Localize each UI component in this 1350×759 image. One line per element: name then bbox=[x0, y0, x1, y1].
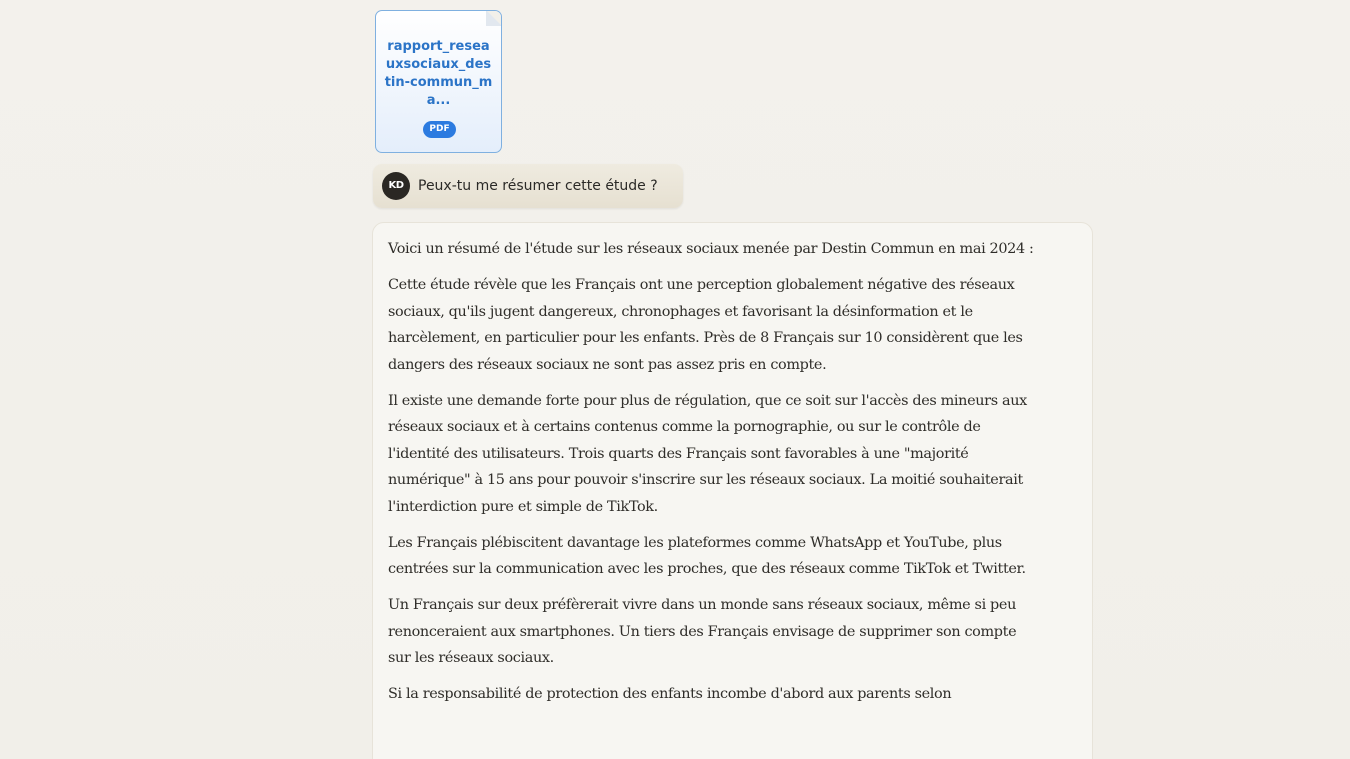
response-paragraph: Voici un résumé de l'étude sur les réseaux sociaux menée par Destin Commun en mai 2024 : bbox=[388, 241, 1034, 257]
pdf-badge: PDF bbox=[423, 121, 456, 138]
response-paragraph: Si la responsabilité de protection des enfants incombe d'abord aux parents selon bbox=[388, 686, 952, 702]
pdf-attachment-card[interactable] bbox=[375, 10, 502, 153]
user-avatar: KD bbox=[382, 172, 410, 200]
user-message bbox=[373, 164, 683, 208]
assistant-message bbox=[372, 222, 1093, 759]
response-paragraph: Un Français sur deux préfèrerait vivre dans un monde sans réseaux sociaux, même si peu renonceraient aux smartphones. Un tiers des Français envisage de supprimer son compte sur les réseaux sociaux. bbox=[388, 597, 1017, 666]
response-paragraph: Il existe une demande forte pour plus de régulation, que ce soit sur l'accès des mineurs aux réseaux sociaux et à certains contenus comme la pornographie, ou sur le contrôle de l'identité des utilisateurs. Trois quarts des Français sont favorables à une "majorité numérique" à 15 ans pour pouvoir s'inscrire sur les réseaux sociaux. La moitié souhaiterait l'interdiction pure et simple de TikTok. bbox=[388, 392, 1027, 515]
user-message-text: Peux-tu me résumer cette étude ? bbox=[418, 178, 658, 194]
response-paragraph: Les Français plébiscitent davantage les plateformes comme WhatsApp et YouTube, plus centrées sur la communication avec les proches, que des réseaux comme TikTok et Twitter. bbox=[388, 534, 1026, 577]
page-fold-icon bbox=[486, 10, 502, 26]
response-paragraph: Cette étude révèle que les Français ont une perception globalement négative des réseaux sociaux, qu'ils jugent dangereux, chronophages et favorisant la désinformation et le harcèlement, en particulier pour les enfants. Près de 8 Français sur 10 considèrent que les dangers des réseaux sociaux ne sont pas assez pris en compte. bbox=[388, 277, 1023, 373]
attachment-filename: rapport_reseauxsociaux_destin-commun_ma... bbox=[384, 39, 493, 108]
